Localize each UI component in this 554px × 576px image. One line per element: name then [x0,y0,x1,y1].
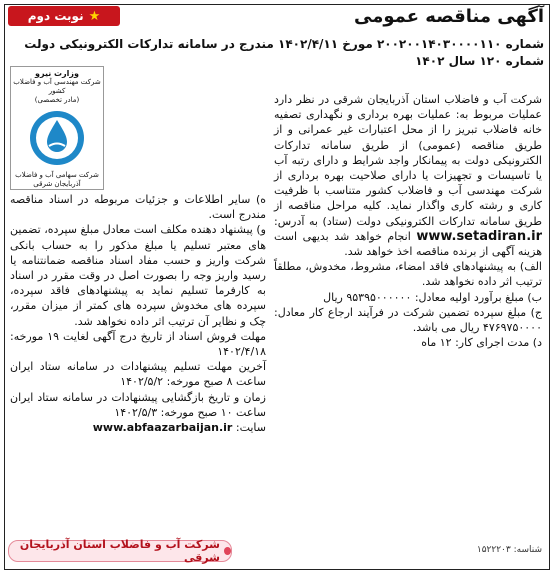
ad-code: شناسه: ۱۵۲۲۲۰۳ [476,545,542,555]
second-notice-badge [8,6,120,26]
intro-paragraph [274,92,542,259]
intro-text: شرکت آب و فاضلاب استان آذربایجان شرقی در نظر دارد عملیات مربوط به: عملیات بهره برداری و نگهداری تصفیه خانه فاضلاب تبریز را از محل اعتبارات غیر عمرانی و از طریق مناقصه (عمومی) از طریق سامانه تدارکات الکترونیکی دولت به پیمانکار واجد شرایط و دارای رتبه آب یا تاسیسات و تجهیزات یا دارای صلاحیت بهره برداری از شرکت مهندسی آب و فاضلاب کشور متناسب با ظرفیت کاری و رشته کاری واگذار نماید. کلیه مراحل مناقصه از طریق سامانه تدارکات الکترونیکی دولت (ستاد) به آدرس: [274,93,542,228]
logo-ministry: وزارت نیرو [35,69,79,78]
logo-spacer [10,92,266,192]
clause-a: الف) به پیشنهادهای فاقد امضاء، مشروط، مخدوش، مطلقاً ترتیب اثر داده نخواهد شد. [274,260,542,289]
company-footer [8,540,232,562]
clause-f: و) پیشنهاد دهنده مکلف است معادل مبلغ سپرده، تضمین های معتبر تسلیم یا مبلغ مذکور را به حساب بانکی شرکت واریز و حسب مفاد اسناد مناقصه ضمانتنامه یا رسید واریز وجه را بصورت اصل در وقت مقرر در اسناد به کارفرما تسلیم نماید به پیشنهادهای فاقد سپرده، سپرده های مخدوش سپرده های کمتر از میزان مقرر، چک و نظایر آن ترتیب اثر داده نخواهد شد. [10,223,266,328]
website-line [10,420,266,435]
page-title: آگهی مناقصه عمومی [354,6,544,27]
logo-parent-note: (مادر تخصصی) [34,96,80,104]
intro-tail: انجام خواهد شد بدیهی است هزینه آگهی از برنده مناقصه اخذ خواهد شد. [274,229,542,259]
setad-link[interactable]: www.setadiran.ir [416,228,542,244]
submission-deadline: آخرین مهلت تسلیم پیشنهادات در سامانه ستاد ایران ساعت ۸ صبح مورخه: ۱۴۰۲/۵/۲ [10,360,266,389]
clause-e: ه) سایر اطلاعات و جزئیات مربوطه در اسناد مناقصه مندرج است. [10,193,266,222]
tender-number [10,36,544,70]
logo-company-line-1: شرکت سهامی آب و فاضلاب [15,171,99,179]
body-left-column [10,92,266,435]
bullet-icon [224,547,231,555]
document-sale-deadline: مهلت فروش اسناد از تاریخ درج آگهی لغایت ۱۹ مورخه: ۱۴۰۲/۴/۱۸ [10,329,266,359]
subtitle-line-2: شماره ۱۲۰ سال ۱۴۰۲ [415,54,544,68]
clause-c: ج) مبلغ سپرده تضمین شرکت در فرآیند ارجاع کار معادل: ۴۷۶۹۷۵۰۰۰۰ ریال می باشد. [274,305,542,335]
footer-company: شرکت آب و فاضلاب استان آذربایجان شرقی [19,538,220,564]
logo-parent-company: شرکت مهندسی آب و فاضلاب کشور [13,78,101,95]
clause-b: ب) مبلغ برآورد اولیه معادل: ۹۵۳۹۵۰۰۰۰۰۰ ریال [323,290,542,304]
body-right-column [274,92,542,350]
badge-label: نوبت دوم [27,9,84,23]
site-label: سایت: [235,421,266,435]
logo-company-line-2: آذربایجان شرقی [33,180,81,188]
subtitle-line-1: شماره ۲۰۰۲۰۰۱۴۰۳۰۰۰۰۱۱۰ مورخ ۱۴۰۲/۴/۱۱ مندرج در سامانه تدارکات الکترونیکی دولت [24,37,544,51]
company-website-link[interactable]: www.abfaazarbaijan.ir [92,421,233,435]
star-icon: ★ [88,8,101,24]
opening-date: زمان و تاریخ بازگشایی پیشنهادات در سامانه ستاد ایران ساعت ۱۰ صبح مورخه: ۱۴۰۲/۵/۳ [10,390,266,419]
clause-d: د) مدت اجرای کار: ۱۲ ماه [421,336,542,350]
